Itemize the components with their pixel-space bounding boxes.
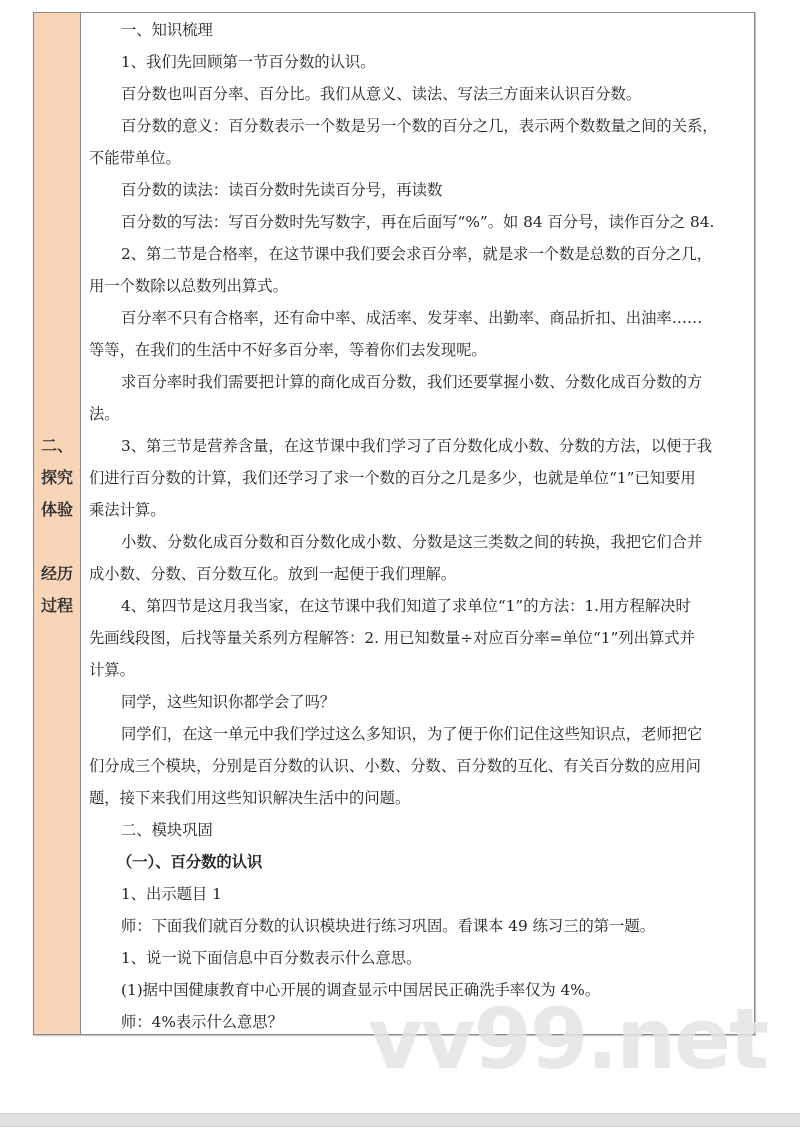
- content-cell: [81, 13, 754, 1034]
- text-line: 同学，这些知识你都学会了吗？: [121, 693, 336, 711]
- section-label-line: [34, 526, 80, 558]
- text-line: 计算。: [89, 661, 135, 679]
- text-line: 求百分率时我们需要把计算的商化成百分数，我们还要掌握小数、分数化成百分数的方: [121, 373, 703, 391]
- section-label-cell: [34, 13, 81, 1034]
- text-line: 乘法计算。: [89, 501, 166, 519]
- text-line: 1、说一说下面信息中百分数表示什么意思。: [121, 949, 422, 967]
- text-line: 不能带单位。: [89, 149, 181, 167]
- text-line: 百分数也叫百分率、百分比。我们从意义、读法、写法三方面来认识百分数。: [121, 85, 642, 103]
- section-label-line: 体验: [40, 500, 73, 519]
- text-line: 一、知识梳理: [121, 21, 213, 39]
- text-line: 同学们，在这一单元中我们学过这么多知识，为了便于你们记住这些知识点，老师把它: [121, 725, 703, 743]
- lesson-table: [33, 12, 755, 1035]
- text-line: 法。: [89, 405, 120, 423]
- text-line: 们分成三个模块，分别是百分数的认识、小数、分数、百分数的互化、有关百分数的应用问: [89, 757, 701, 775]
- text-line: 师：下面我们就百分数的认识模块进行练习巩固。看课本 49 练习三的第一题。: [121, 917, 655, 935]
- text-line: 题，接下来我们用这些知识解决生活中的问题。: [89, 789, 411, 807]
- page-separator: [0, 1113, 800, 1127]
- section-label-line: 经历: [40, 564, 73, 583]
- section-label-line: 过程: [40, 596, 73, 615]
- text-line: 先画线段图，后找等量关系列方程解答：2. 用已知数量÷对应百分率=单位“1”列出算式并: [89, 629, 695, 647]
- text-line: 百分数的意义：百分数表示一个数是另一个数的百分之几，表示两个数数量之间的关系，: [121, 117, 718, 135]
- text-line: 百分数的读法：读百分数时先读百分号，再读数: [121, 181, 443, 199]
- text-line: 3、第三节是营养含量，在这节课中我们学习了百分数化成小数、分数的方法，以便于我: [121, 437, 713, 455]
- watermark: vv99.net: [368, 990, 768, 1088]
- text-line: 用一个数除以总数列出算式。: [89, 277, 288, 295]
- text-line: 等等，在我们的生活中不好多百分率，等着你们去发现呢。: [89, 341, 487, 359]
- text-line: 百分率不只有合格率，还有命中率、成活率、发芽率、出勤率、商品折扣、出油率……: [121, 309, 703, 327]
- text-line: 2、第二节是合格率，在这节课中我们要会求百分率，就是求一个数是总数的百分之几，: [121, 245, 713, 263]
- text-line: (1)据中国健康教育中心开展的调查显示中国居民正确洗手率仅为 4%。: [121, 981, 601, 999]
- text-line: 师：4%表示什么意思？: [121, 1013, 283, 1031]
- text-line: 1、出示题目 1: [121, 885, 222, 903]
- section-heading: （一）、百分数的认识: [117, 853, 263, 871]
- text-line: 1、我们先回顾第一节百分数的认识。: [121, 53, 376, 71]
- text-line: 百分数的写法：写百分数时先写数字，再在后面写“%”。如 84 百分号，读作百分之 84.: [121, 213, 715, 231]
- text-line: 二、模块巩固: [121, 821, 213, 839]
- text-line: 们进行百分数的计算，我们还学习了求一个数的百分之几是多少，也就是单位“1”已知要用: [89, 469, 696, 487]
- text-line: 小数、分数化成百分数和百分数化成小数、分数是这三类数之间的转换，我把它们合并: [121, 533, 703, 551]
- text-line: 成小数、分数、百分数互化。放到一起便于我们理解。: [89, 565, 457, 583]
- section-label-line: 二、: [40, 436, 73, 455]
- text-line: 4、第四节是这月我当家，在这节课中我们知道了求单位“1”的方法：1.用方程解决时: [121, 597, 691, 615]
- section-label-line: 探究: [40, 468, 73, 487]
